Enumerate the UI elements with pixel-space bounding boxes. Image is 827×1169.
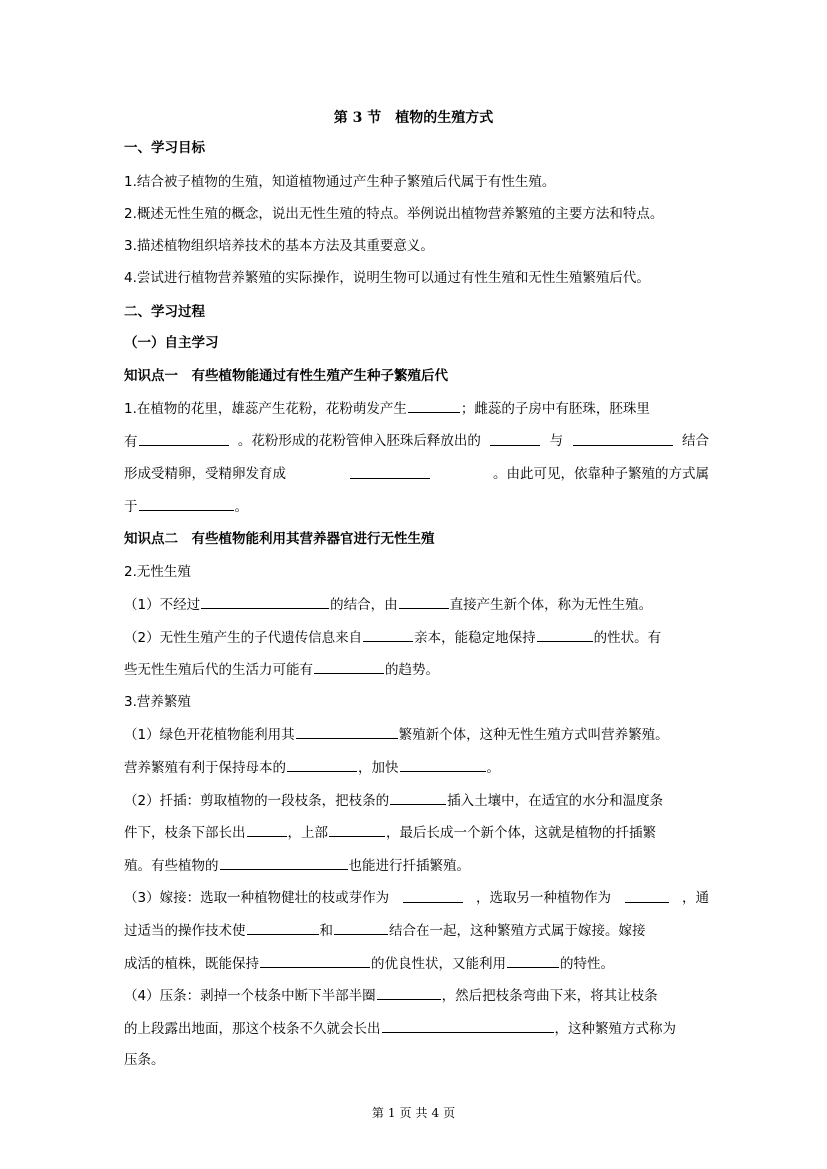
page-footer <box>0 1104 827 1121</box>
paragraph-line <box>124 757 709 778</box>
text: （2）无性生殖产生的子代遗传信息来自 <box>124 630 363 646</box>
blank-line[interactable] <box>363 627 413 642</box>
text: ，选取另一种植物作为 <box>476 890 612 906</box>
text: ，这种繁殖方式称为 <box>554 1021 676 1037</box>
paragraph-line <box>124 464 709 484</box>
text: 。 <box>234 499 248 515</box>
blank-line[interactable] <box>296 724 398 739</box>
text: 1.在植物的花里，雄蕊产生花粉，花粉萌发产生 <box>124 401 407 417</box>
text: 件下，枝条下部长出 <box>124 825 246 841</box>
blank-line[interactable] <box>329 822 385 837</box>
paragraph-line <box>124 594 709 615</box>
paragraph-line <box>124 627 709 648</box>
text: 的结合，由 <box>330 597 398 613</box>
blank-line[interactable] <box>573 431 673 446</box>
blank-line[interactable] <box>201 594 329 609</box>
text: 形成受精卵，受精卵发育成 <box>124 466 286 482</box>
subheading-vegetative: 3.营养繁殖 <box>124 694 191 710</box>
section-heading-process: 二、学习过程 <box>124 304 205 320</box>
blank-line[interactable] <box>260 953 370 968</box>
blank-line[interactable] <box>408 398 460 413</box>
subsection-heading: （一）自主学习 <box>124 335 219 351</box>
text: ，最后长成一个新个体，这就是植物的扦插繁 <box>386 825 656 841</box>
text: 直接产生新个体，称为无性生殖。 <box>449 597 653 613</box>
text: 过适当的操作技术使 <box>124 923 246 939</box>
text: ，上部 <box>287 825 328 841</box>
paragraph-line <box>124 888 709 908</box>
goal-1: 1.结合被子植物的生殖，知道植物通过产生种子繁殖后代属于有性生殖。 <box>124 174 556 190</box>
page-number: 1 <box>387 1106 396 1120</box>
text: 也能进行扦插繁殖。 <box>348 858 470 874</box>
blank-line[interactable] <box>247 920 319 935</box>
paragraph-line <box>124 920 709 941</box>
text: 繁殖新个体，这种无性生殖方式叫营养繁殖。 <box>398 727 669 743</box>
text: 于 <box>124 499 138 515</box>
blank-line[interactable] <box>350 464 430 479</box>
paragraph-line <box>124 659 709 680</box>
blank-line[interactable] <box>403 888 463 903</box>
blank-line[interactable] <box>399 594 449 609</box>
footer-text: 第 <box>371 1106 384 1120</box>
paragraph-line <box>124 431 709 452</box>
footer-text: 页 <box>399 1106 412 1120</box>
paragraph-line <box>124 1018 709 1039</box>
text: 的上段露出地面，那这个枝条不久就会长出 <box>124 1021 381 1037</box>
goal-2: 2.概述无性生殖的概念，说出无性生殖的特点。举例说出植物营养繁殖的主要方法和特点。 <box>124 206 664 222</box>
goal-3: 3.描述植物组织培养技术的基本方法及其重要意义。 <box>124 238 434 254</box>
blank-line[interactable] <box>139 496 234 511</box>
text: 。花粉形成的花粉管伸入胚珠后释放出的 <box>237 433 481 449</box>
text: 殖。有些植物的 <box>124 858 219 874</box>
page-title: 第 3 节 植物的生殖方式 <box>333 110 494 126</box>
subheading-asexual: 2.无性生殖 <box>124 564 191 580</box>
blank-line[interactable] <box>490 431 540 446</box>
paragraph-line <box>124 790 709 811</box>
blank-line[interactable] <box>382 1018 554 1033</box>
text: 亲本，能稳定地保持 <box>414 630 536 646</box>
paragraph-line <box>124 953 709 974</box>
text: 的趋势。 <box>385 662 439 678</box>
text: 。 <box>486 760 500 776</box>
paragraph-line <box>124 496 709 517</box>
text: （4）压条：剥掉一个枝条中断下半部半圈 <box>124 988 376 1004</box>
blank-line[interactable] <box>537 627 593 642</box>
text: ；雌蕊的子房中有胚珠，胚珠里 <box>460 401 650 417</box>
text: 的性状。有 <box>593 630 662 646</box>
text: ，加快 <box>358 760 399 776</box>
text: 成活的植株，既能保持 <box>124 956 259 972</box>
footer-text: 页 <box>443 1106 456 1120</box>
text: 些无性生殖后代的生活力可能有 <box>124 662 313 678</box>
knowledge-point-2-heading: 知识点二 有些植物能利用其营养器官进行无性生殖 <box>124 531 435 547</box>
blank-line[interactable] <box>314 659 384 674</box>
text: ，通 <box>681 890 709 906</box>
text-group <box>124 431 230 452</box>
text: 和 <box>319 923 333 939</box>
blank-line[interactable] <box>400 757 486 772</box>
blank-line[interactable] <box>220 855 348 870</box>
footer-text: 共 <box>415 1106 428 1120</box>
blank-line[interactable] <box>334 920 388 935</box>
goal-4: 4.尝试进行植物营养繁殖的实际操作，说明生物可以通过有性生殖和无性生殖繁殖后代。 <box>124 270 650 286</box>
text: （1）绿色开花植物能利用其 <box>124 727 295 743</box>
paragraph-line <box>124 855 709 876</box>
text: 与 <box>549 433 564 449</box>
blank-line[interactable] <box>507 953 559 968</box>
text: （2）扦插：剪取植物的一段枝条，把枝条的 <box>124 793 390 809</box>
paragraph-line <box>124 724 709 745</box>
text: 的优良性状，又能利用 <box>371 956 506 972</box>
total-pages: 4 <box>431 1106 440 1120</box>
blank-line[interactable] <box>377 985 441 1000</box>
text: 插入土壤中，在适宜的水分和温度条 <box>447 793 664 809</box>
text: 。由此可见，依靠种子繁殖的方式属 <box>493 466 709 482</box>
section-heading-goals: 一、学习目标 <box>124 140 205 156</box>
paragraph-line: 压条。 <box>124 1052 165 1068</box>
blank-line[interactable] <box>287 757 357 772</box>
text: 有 <box>124 434 138 450</box>
paragraph-line <box>124 822 709 843</box>
text: 的特性。 <box>560 956 614 972</box>
text: （1）不经过 <box>124 597 201 613</box>
paragraph-line <box>124 985 709 1006</box>
text: 结合在一起，这种繁殖方式属于嫁接。嫁接 <box>389 923 646 939</box>
blank-line[interactable] <box>390 790 446 805</box>
blank-line[interactable] <box>625 888 669 903</box>
text: 营养繁殖有利于保持母本的 <box>124 760 286 776</box>
text: 结合 <box>681 433 709 449</box>
text: （3）嫁接：选取一种植物健壮的枝或芽作为 <box>124 890 390 906</box>
blank-line[interactable] <box>247 822 287 837</box>
paragraph-line <box>124 398 709 419</box>
knowledge-point-1-heading: 知识点一 有些植物能通过有性生殖产生种子繁殖后代 <box>124 368 448 384</box>
text: ，然后把枝条弯曲下来，将其让枝条 <box>441 988 658 1004</box>
blank-line[interactable] <box>139 431 229 446</box>
